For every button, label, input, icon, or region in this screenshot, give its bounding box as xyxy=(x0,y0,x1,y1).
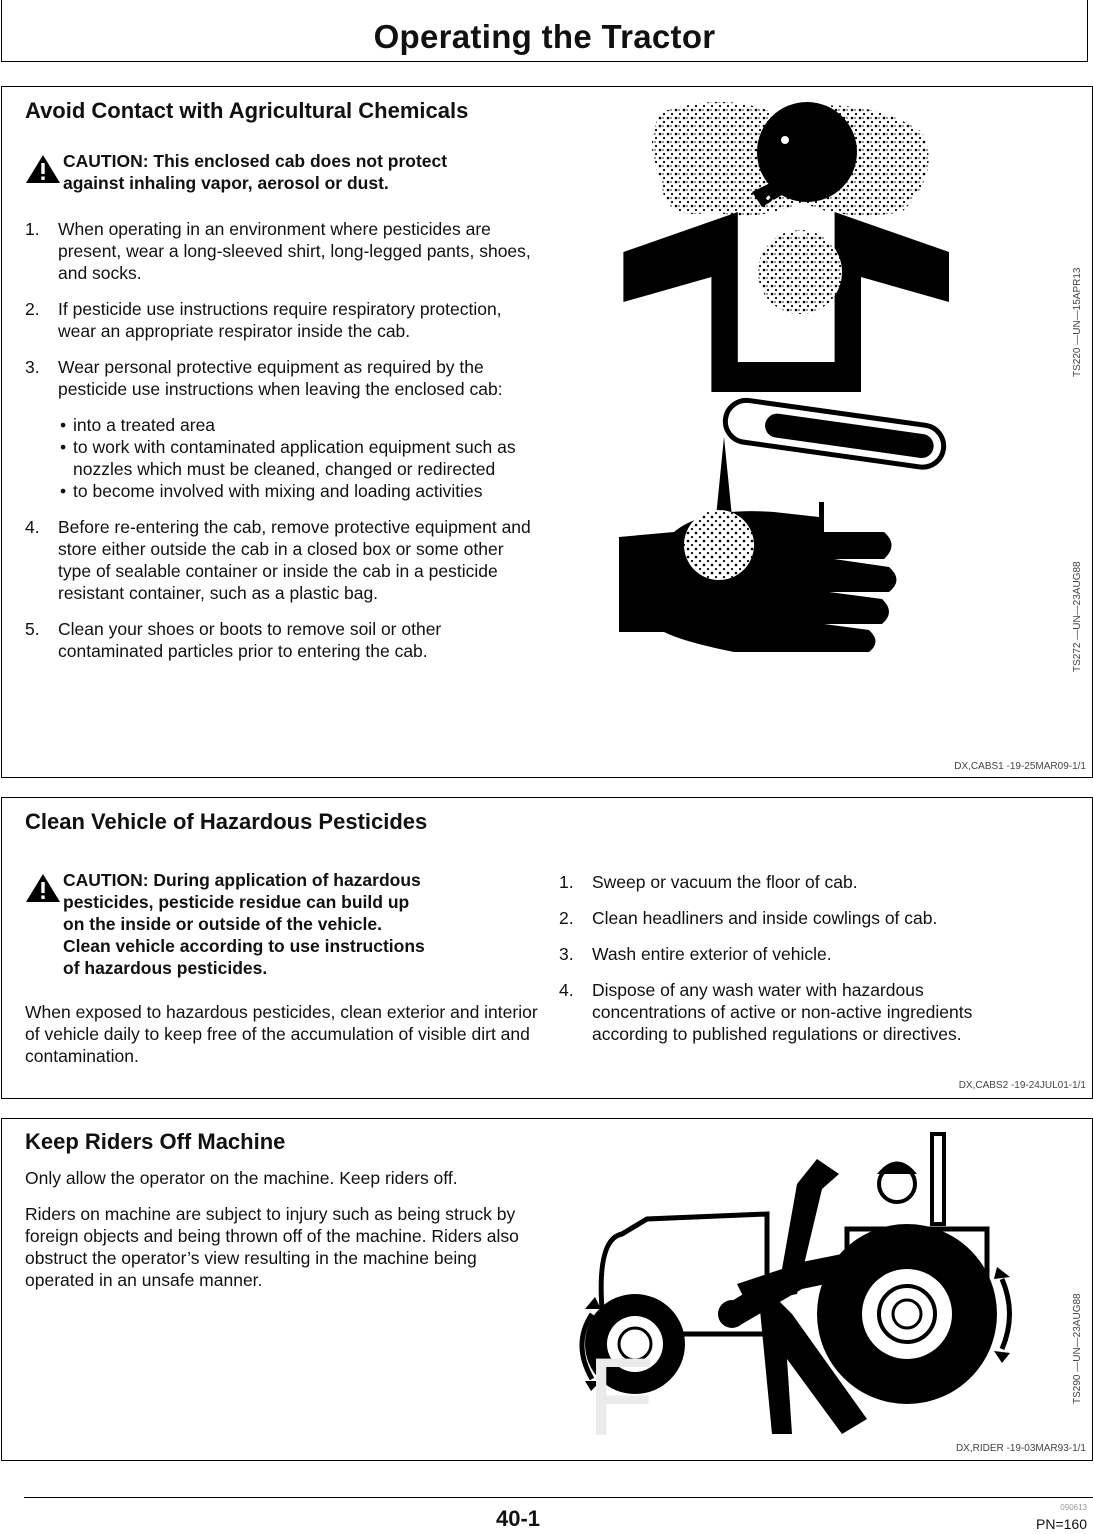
caution-text-line: Clean vehicle according to use instructions xyxy=(63,936,425,956)
list-item: 2. If pesticide use instructions require respiratory protection, wear an appropriate respirator inside the cab. xyxy=(25,299,502,341)
list-item: 4. Dispose of any wash water with hazardous concentrations of active or non-active ingredients according to published regulations or directives. xyxy=(559,980,973,1044)
inhalation-hazard-illustration xyxy=(602,92,962,392)
section-heading: Keep Riders Off Machine xyxy=(25,1129,286,1154)
paragraph: Only allow the operator on the machine. Keep riders off. xyxy=(25,1168,458,1188)
section-keep-riders-off xyxy=(1,1118,1093,1461)
list-item: 3. Wear personal protective equipment as required by the pesticide use instructions when leaving the enclosed cab: • into a treated area • to work with contaminated application equipment such as nozzles which must be cleaned, changed or redirected • to become involved with mixing and loading activities xyxy=(25,356,535,502)
section-heading: Clean Vehicle of Hazardous Pesticides xyxy=(25,809,428,834)
skin-contact-illustration xyxy=(614,387,974,687)
warning-triangle-icon xyxy=(25,154,61,184)
caution-text-line: pesticides, pesticide residue can build up xyxy=(63,892,410,912)
list-item: 1. When operating in an environment where pesticides are present, wear a long-sleeved shirt, long-legged pants, shoes, and socks. xyxy=(25,219,531,283)
paragraph: Riders on machine are subject to injury such as being struck by foreign objects and being thrown off of the machine. Riders also obstruct the operator’s view resulting in the machine being operated in an unsafe manner. xyxy=(25,1204,519,1290)
document-reference: DX,RIDER -19-03MAR93-1/1 xyxy=(955,1443,1086,1454)
figure-code: TS272 —UN—23AUG88 xyxy=(1072,561,1083,672)
warning-triangle-icon xyxy=(25,873,61,903)
clean-steps-list xyxy=(559,871,1039,1059)
paragraph: When exposed to hazardous pesticides, clean exterior and interior of vehicle daily to keep free of the accumulation of visible dirt and contamination. xyxy=(25,1002,538,1066)
print-code: 090613 xyxy=(1060,1503,1087,1512)
caution-block xyxy=(25,150,545,194)
caution-text-line: of hazardous pesticides. xyxy=(63,958,268,978)
bullet-item: • to work with contaminated application equipment such as nozzles which must be cleaned, changed or redirected xyxy=(58,436,535,480)
section-agricultural-chemicals xyxy=(1,86,1093,778)
list-item: 1. Sweep or vacuum the floor of cab. xyxy=(559,872,858,892)
caution-block xyxy=(25,869,545,979)
figure-code: TS290 —UN—23AUG88 xyxy=(1072,1293,1083,1404)
caution-text-line: CAUTION: During application of hazardous xyxy=(63,870,421,890)
figure-code: TS220 —UN—15APR13 xyxy=(1072,267,1083,377)
list-item: 5. Clean your shoes or boots to remove soil or other contaminated particles prior to entering the cab. xyxy=(25,619,442,661)
page-header xyxy=(1,0,1088,62)
page-title: Operating the Tractor xyxy=(373,18,716,55)
caution-text-line: on the inside or outside of the vehicle. xyxy=(63,914,382,934)
list-item: 2. Clean headliners and inside cowlings of cab. xyxy=(559,908,938,928)
section-clean-vehicle xyxy=(1,797,1093,1099)
pn-label: PN=160 xyxy=(1036,1516,1087,1532)
bullet-list xyxy=(58,414,535,502)
bullet-item: • into a treated area xyxy=(58,414,535,436)
watermark-letter: F xyxy=(587,1336,655,1459)
caution-text-line: against inhaling vapor, aerosol or dust. xyxy=(63,173,389,193)
document-reference: DX,CABS2 -19-24JUL01-1/1 xyxy=(958,1080,1086,1091)
list-item: 3. Wash entire exterior of vehicle. xyxy=(559,944,832,964)
chemical-steps-list xyxy=(25,218,535,676)
bullet-item: • to become involved with mixing and loading activities xyxy=(58,480,535,502)
caution-text-line: CAUTION: This enclosed cab does not protect xyxy=(63,151,448,171)
list-item: 4. Before re-entering the cab, remove protective equipment and store either outside the cab in a closed box or some other type of sealable container or inside the cab in a pesticide resistant container, such as a plastic bag. xyxy=(25,517,531,603)
document-reference: DX,CABS1 -19-25MAR09-1/1 xyxy=(954,761,1086,772)
page-number: 40-1 xyxy=(496,1506,541,1531)
section-heading: Avoid Contact with Agricultural Chemicals xyxy=(25,98,469,123)
footer-rule xyxy=(24,1497,1093,1498)
